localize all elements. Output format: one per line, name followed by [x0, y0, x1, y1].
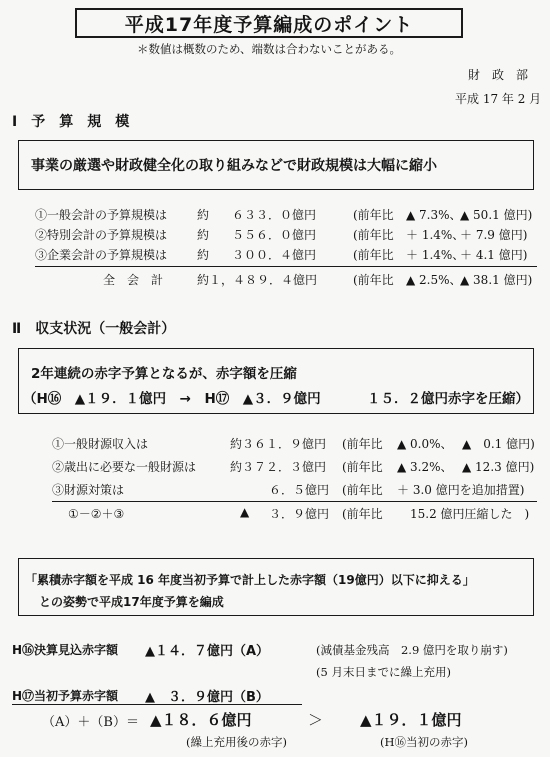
row-compare: (前年比	[353, 208, 394, 222]
total-compare: (前年比	[353, 273, 394, 287]
row-prefix: 約	[197, 248, 210, 262]
row-extra: ＋ 3.0 億円を追加措置)	[397, 483, 525, 497]
compare-note: (H⑯当初の赤字)	[380, 735, 469, 749]
compare-value: ▲１９．１億円	[360, 711, 462, 729]
budget-row-enterprise	[35, 246, 540, 264]
balance-row-measures	[52, 481, 542, 499]
row-compare: (前年比	[342, 483, 383, 497]
row-amount: ５５６．０億円	[232, 228, 317, 242]
sum-value: ▲１８．６億円	[150, 711, 252, 729]
settlement-deficit-note2: (5 月末日までに繰上充用)	[316, 665, 451, 679]
row-label: ②歳出に必要な一般財源は	[52, 460, 197, 474]
row-label: ①一般会計の予算規模は	[35, 208, 168, 222]
total-diff: ▲ 38.1 億円)	[460, 273, 533, 287]
row-pct: ▲ 0.0%、	[397, 437, 453, 451]
row-amount: ６３３．０億円	[232, 208, 317, 222]
section1-heading: Ⅰ 予 算 規 模	[12, 114, 130, 130]
row-label: ①一般財源収入は	[52, 437, 149, 451]
date-text: 平成 17 年 2 月	[455, 92, 542, 106]
row-pct: ▲ 7.3%、	[406, 208, 462, 222]
formula-text: （A）＋（B）＝	[42, 715, 139, 730]
sum-note: (繰上充用後の赤字)	[186, 735, 287, 749]
initial-deficit-underline	[12, 704, 302, 705]
budget-row-total	[35, 271, 540, 289]
total-amount: 約１，４８９．４億円	[197, 273, 318, 287]
section2-summary-line2-right: １５．２億円赤字を圧縮）	[367, 391, 529, 407]
balance-row-calc	[52, 505, 542, 523]
row-diff: ▲ 0.1 億円)	[462, 437, 535, 451]
section3-policy-line2: との姿勢で平成17年度予算を編成	[39, 595, 224, 609]
budget-row-general	[35, 206, 540, 224]
settlement-deficit-label: H⑯決算見込赤字額	[12, 643, 119, 657]
section3-policy-box	[18, 558, 534, 616]
row-pct: ＋ 1.4%、	[406, 228, 465, 242]
section1-summary-text: 事業の厳選や財政健全化の取り組みなどで財政規模は大幅に縮小	[31, 158, 437, 174]
row-amount: 約３６１．９億円	[230, 437, 327, 451]
budget-row-special	[35, 226, 540, 244]
initial-deficit-value: ▲ ３．９億円（B）	[145, 690, 269, 705]
balance-row-expenditure	[52, 458, 542, 476]
row-prefix: 約	[197, 208, 210, 222]
row-diff: ＋ 7.9 億円)	[460, 228, 528, 242]
page-title: 平成17年度予算編成のポイント	[75, 8, 463, 38]
section1-summary-box	[18, 140, 534, 190]
row-label: ③財源対策は	[52, 483, 125, 497]
row-compare: (前年比	[353, 248, 394, 262]
balance-row-revenue	[52, 435, 542, 453]
total-pct: ▲ 2.5%、	[406, 273, 462, 287]
issuer-text: 財 政 部	[468, 68, 529, 82]
section2-summary-box	[18, 348, 534, 414]
greater-than: ＞	[308, 711, 324, 729]
row-amount: ６．５億円	[269, 483, 330, 497]
row-diff: ▲ 12.3 億円)	[462, 460, 535, 474]
row-prefix: 約	[197, 228, 210, 242]
section3-policy-line1: 「累積赤字額を平成 16 年度当初予算で計上した赤字額（19億円）以下に抑える」	[25, 573, 475, 587]
settlement-deficit-note1: (減債基金残高 2.9 億円を取り崩す)	[316, 643, 508, 657]
row-compare: (前年比	[353, 228, 394, 242]
calc-amount: ３．９億円	[269, 507, 330, 521]
row-label: ②特別会計の予算規模は	[35, 228, 168, 242]
calc-compare: (前年比	[342, 507, 383, 521]
calc-divider	[52, 501, 537, 502]
calc-sign: ▲	[240, 505, 250, 519]
row-diff: ▲ 50.1 億円)	[460, 208, 533, 222]
initial-deficit-label: H⑰当初予算赤字額	[12, 689, 119, 703]
row-compare: (前年比	[342, 460, 383, 474]
section2-summary-line1: 2年連続の赤字予算となるが、赤字額を圧縮	[31, 366, 297, 382]
total-divider	[35, 266, 537, 267]
total-label: 全 会 計	[103, 273, 164, 287]
row-label: ③企業会計の予算規模は	[35, 248, 168, 262]
row-pct: ＋ 1.4%、	[406, 248, 465, 262]
calc-label: ①－②＋③	[68, 507, 125, 521]
section2-summary-line2-left: （H⑯ ▲１９．１億円 → H⑰ ▲３．９億円	[23, 391, 321, 407]
section2-heading: Ⅱ 収支状況（一般会計）	[12, 321, 176, 337]
calc-extra: 15.2 億円圧縮した )	[410, 507, 530, 521]
settlement-deficit-value: ▲１４．７億円（A）	[145, 644, 270, 659]
row-compare: (前年比	[342, 437, 383, 451]
note-text: ＊数値は概数のため、端数は合わないことがある。	[137, 42, 402, 56]
row-amount: ３００．４億円	[232, 248, 317, 262]
row-amount: 約３７２．３億円	[230, 460, 327, 474]
row-diff: ＋ 4.1 億円)	[460, 248, 528, 262]
row-pct: ▲ 3.2%、	[397, 460, 453, 474]
